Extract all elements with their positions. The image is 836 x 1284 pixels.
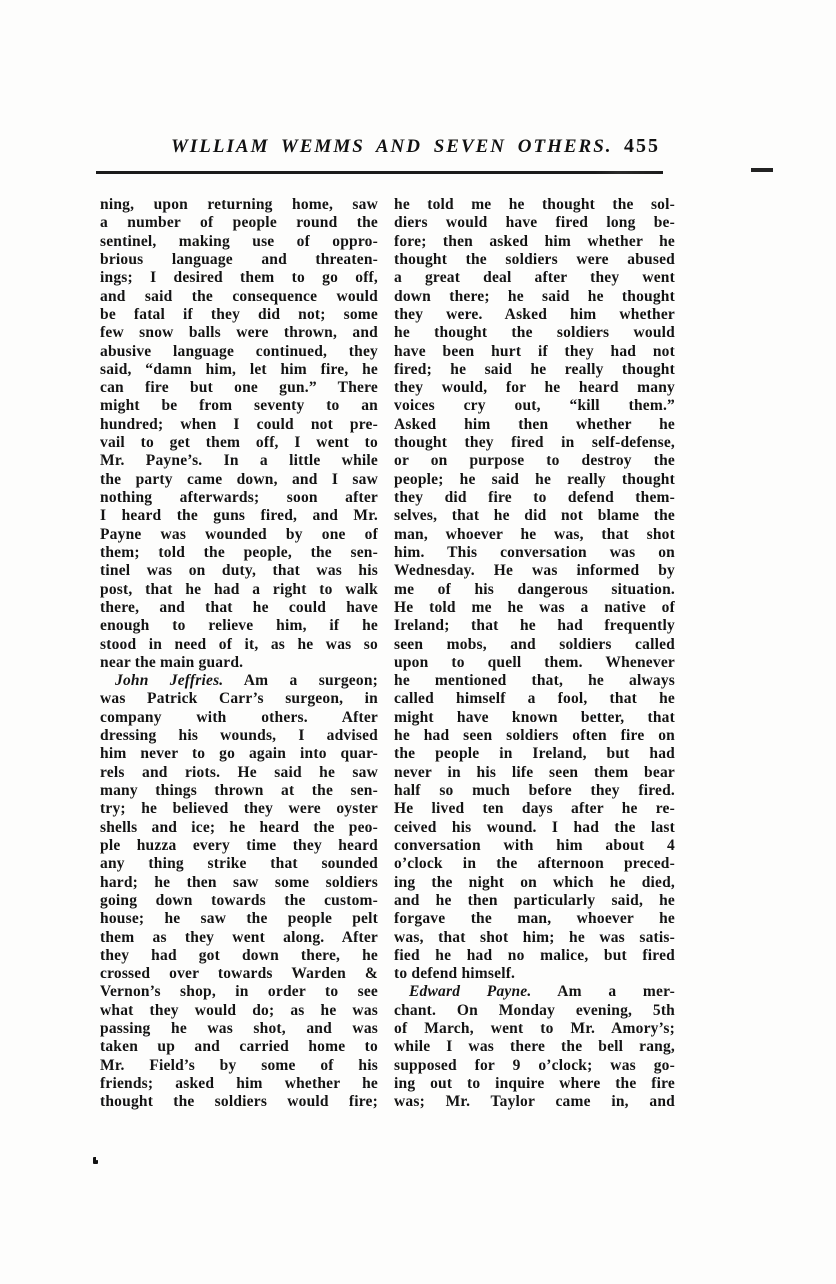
text-line: Wednesday. He was informed by — [394, 562, 675, 580]
text-line: thought the soldiers would fire; — [100, 1093, 378, 1111]
text-line: going down towards the custom- — [100, 891, 378, 909]
right-column — [394, 196, 675, 1112]
running-head-title: WILLIAM WEMMS AND SEVEN OTHERS. — [171, 136, 613, 157]
text-line: be fatal if they did not; some — [100, 305, 378, 323]
text-line: crossed over towards Warden & — [100, 965, 378, 983]
text-line: they would, for he heard many — [394, 379, 675, 397]
text-line: Ireland; that he had frequently — [394, 617, 675, 635]
text-line: ings; I desired them to go off, — [100, 269, 378, 287]
left-column — [100, 196, 378, 1112]
text-line: hard; he then saw some soldiers — [100, 873, 378, 891]
header-divider-fragment — [751, 168, 773, 172]
page-number: 455 — [624, 135, 660, 157]
text-line: half so much before they fired. — [394, 782, 675, 799]
text-line: can fire but one gun.” There — [100, 379, 378, 397]
ink-speck — [93, 1157, 98, 1164]
text-line: and said the consequence would — [100, 287, 378, 305]
text-line: he mentioned that, he always — [394, 672, 675, 690]
text-line: and he then particularly said, he — [394, 891, 675, 909]
text-line: conversation with him about 4 — [394, 836, 675, 854]
text-line: few snow balls were thrown, and — [100, 324, 378, 342]
text-line: the people in Ireland, but had — [394, 745, 675, 763]
text-line: he told me he thought the sol- — [394, 196, 675, 213]
text-line: him never to go again into quar- — [100, 745, 378, 763]
text-line: hundred; when I could not pre- — [100, 415, 378, 433]
text-line: they did fire to defend them- — [394, 489, 675, 506]
text-line: have been hurt if they had not — [394, 342, 675, 360]
text-line: Mr. Payne’s. In a little while — [100, 452, 378, 470]
text-line: He told me he was a native of — [394, 598, 675, 616]
text-line: ceived his wound. I had the last — [394, 818, 675, 836]
text-line: him. This conversation was on — [394, 543, 675, 561]
text-line: voices cry out, “kill them.” — [394, 397, 675, 415]
text-line: enough to relieve him, if he — [100, 617, 378, 635]
text-line: me of his dangerous situation. — [394, 580, 675, 598]
text-line: Payne was wounded by one of — [100, 525, 378, 543]
text-line: ing out to inquire where the fire — [394, 1075, 675, 1092]
text-line: fied he had no malice, but fired — [394, 946, 675, 964]
text-line: diers would have fired long be- — [394, 214, 675, 232]
text-line: tinel was on duty, that was his — [100, 562, 378, 580]
text-line: might have known better, that — [394, 708, 675, 726]
text-line: taken up and carried home to — [100, 1038, 378, 1056]
text-line: post, that he had a right to walk — [100, 580, 378, 598]
text-line: might be from seventy to an — [100, 397, 378, 415]
text-line: friends; asked him whether he — [100, 1075, 378, 1092]
header-divider-rule — [96, 171, 663, 174]
text-line: thought they fired in self-defense, — [394, 434, 675, 452]
text-line: ple huzza every time they heard — [100, 836, 378, 854]
text-line: man, whoever he was, that shot — [394, 525, 675, 543]
text-line: stood in need of it, as he was so — [100, 635, 378, 653]
text-line: vail to get them off, I went to — [100, 434, 378, 452]
text-line: what they would do; as he was — [100, 1001, 378, 1019]
text-line: down there; he said he thought — [394, 287, 675, 305]
text-line: never in his life seen them bear — [394, 763, 675, 781]
text-line: try; he believed they were oyster — [100, 800, 378, 818]
witness-name: Edward Payne. — [409, 983, 532, 1001]
text-line: he thought the soldiers would — [394, 324, 675, 342]
text-line: dressing his wounds, I advised — [100, 727, 378, 745]
text-line: was, that shot him; he was satis- — [394, 928, 675, 946]
text-line: a number of people round the — [100, 214, 378, 232]
text-line: I heard the guns fired, and Mr. — [100, 507, 378, 525]
text-line: nothing afterwards; soon after — [100, 489, 378, 506]
text-line: Mr. Field’s by some of his — [100, 1056, 378, 1074]
text-line: of March, went to Mr. Amory’s; — [394, 1020, 675, 1038]
text-line: there, and that he could have — [100, 598, 378, 616]
text-line: company with others. After — [100, 708, 378, 726]
text-line: them as they went along. After — [100, 928, 378, 946]
text-line: near the main guard. — [100, 653, 244, 671]
text-line: was Patrick Carr’s surgeon, in — [100, 690, 378, 708]
text-line: fired; he said he really thought — [394, 360, 675, 378]
text-line: He lived ten days after he re- — [394, 800, 675, 818]
text-line: shells and ice; he heard the peo- — [100, 818, 378, 836]
text-line: said, “damn him, let him fire, he — [100, 360, 378, 378]
text-line: o’clock in the afternoon preced- — [394, 855, 675, 873]
text-line: sentinel, making use of oppro- — [100, 232, 378, 250]
text-line: abusive language continued, they — [100, 342, 378, 360]
text-line: house; he saw the people pelt — [100, 910, 378, 928]
text-line: to defend himself. — [394, 965, 516, 983]
text-line: chant. On Monday evening, 5th — [394, 1001, 675, 1019]
text-line: ning, upon returning home, saw — [100, 196, 378, 213]
text-line: upon to quell them. Whenever — [394, 653, 675, 671]
text-line: brious language and threaten- — [100, 250, 378, 268]
text-line: forgave the man, whoever he — [394, 910, 675, 928]
text-line: rels and riots. He said he saw — [100, 763, 378, 781]
two-column-text-body — [100, 196, 675, 1112]
text-line: Edward Payne. Am a mer- — [409, 983, 675, 1001]
text-line: selves, that he did not blame the — [394, 507, 675, 525]
text-line: or on purpose to destroy the — [394, 452, 675, 470]
text-line: seen mobs, and soldiers called — [394, 635, 675, 653]
text-line: while I was there the bell rang, — [394, 1038, 675, 1056]
text-line: John Jeffries. Am a surgeon; — [115, 672, 379, 690]
text-line: supposed for 9 o’clock; was go- — [394, 1056, 675, 1074]
text-line: any thing strike that sounded — [100, 855, 378, 873]
text-line: the party came down, and I saw — [100, 470, 378, 488]
text-line: was; Mr. Taylor came in, and — [394, 1093, 675, 1111]
text-line: he had seen soldiers often fire on — [394, 727, 675, 745]
text-line: people; he said he really thought — [394, 470, 675, 488]
text-line: Asked him then whether he — [394, 415, 675, 433]
text-line: Vernon’s shop, in order to see — [100, 983, 378, 1001]
text-line: called himself a fool, that he — [394, 690, 675, 708]
text-line: passing he was shot, and was — [100, 1020, 378, 1038]
text-line: a great deal after they went — [394, 269, 675, 287]
text-line: thought the soldiers were abused — [394, 250, 675, 268]
text-line: fore; then asked him whether he — [394, 232, 675, 250]
text-line: they had got down there, he — [100, 946, 378, 964]
witness-name: John Jeffries. — [115, 672, 224, 690]
text-line: them; told the people, the sen- — [100, 543, 378, 561]
text-line: they were. Asked him whether — [394, 305, 675, 323]
text-line: many things thrown at the sen- — [100, 782, 378, 799]
text-line: ing the night on which he died, — [394, 873, 675, 891]
